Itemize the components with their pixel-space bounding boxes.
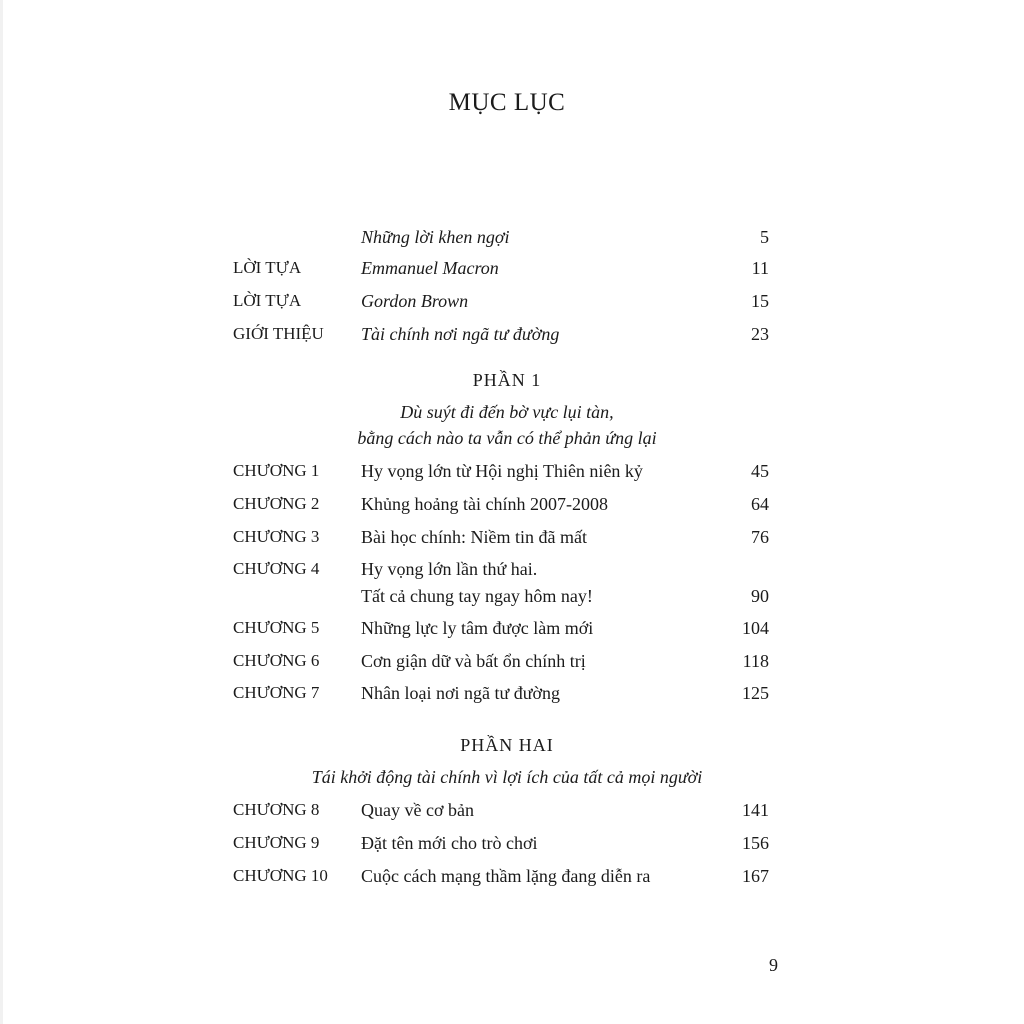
chapter-title: Bài học chính: Niềm tin đã mất (361, 527, 587, 547)
entry-title: Emmanuel Macron (361, 258, 499, 278)
toc-entry (0, 257, 1024, 279)
chapter-title: Tất cả chung tay ngay hôm nay! (361, 586, 593, 606)
chapter-page-number: 141 (742, 800, 769, 820)
entry-title: Những lời khen ngợi (361, 227, 510, 247)
chapter-page-number: 104 (742, 618, 769, 638)
entry-label: LỜI TỰA (233, 291, 302, 310)
chapter-page-number: 45 (751, 461, 769, 481)
toc-chapter (0, 832, 1024, 854)
chapter-label: CHƯƠNG 7 (233, 683, 320, 702)
entry-page-number: 11 (751, 258, 769, 278)
toc-entry (0, 226, 1024, 248)
chapter-title: Những lực ly tâm được làm mới (361, 618, 594, 638)
chapter-label: CHƯƠNG 6 (233, 651, 320, 670)
chapter-title: Hy vọng lớn từ Hội nghị Thiên niên kỷ (361, 461, 643, 481)
chapter-page-number: 125 (742, 683, 769, 703)
chapter-page-number: 156 (742, 833, 769, 853)
chapter-label: CHƯƠNG 3 (233, 527, 320, 546)
toc-chapter (0, 558, 1024, 580)
chapter-page-number: 90 (751, 586, 769, 606)
chapter-label: CHƯƠNG 10 (233, 866, 328, 885)
toc-chapter (0, 650, 1024, 672)
toc-chapter (0, 526, 1024, 548)
chapter-label: CHƯƠNG 8 (233, 800, 320, 819)
chapter-title: Cơn giận dữ và bất ổn chính trị (361, 651, 586, 671)
chapter-title: Hy vọng lớn lần thứ hai. (361, 559, 538, 579)
toc-chapter (0, 617, 1024, 639)
chapter-label: CHƯƠNG 5 (233, 618, 320, 637)
entry-label: GIỚI THIỆU (233, 324, 324, 343)
entry-page-number: 23 (751, 324, 769, 344)
entry-page-number: 15 (751, 291, 769, 311)
page-title: MỤC LỤC (448, 89, 566, 116)
toc-chapter (0, 460, 1024, 482)
chapter-page-number: 64 (751, 494, 769, 514)
chapter-label: CHƯƠNG 9 (233, 833, 320, 852)
chapter-title: Đặt tên mới cho trò chơi (361, 833, 538, 853)
chapter-label: CHƯƠNG 1 (233, 461, 320, 480)
toc-entry (0, 290, 1024, 312)
chapter-page-number: 76 (751, 527, 769, 547)
part-subtitle: Tái khởi động tài chính vì lợi ích của tất cả mọi người (311, 767, 703, 787)
toc-chapter (0, 799, 1024, 821)
entry-label: LỜI TỰA (233, 258, 302, 277)
chapter-page-number: 167 (742, 866, 769, 886)
page-number: 9 (769, 955, 778, 975)
entry-title: Tài chính nơi ngã tư đường (361, 324, 560, 344)
entry-page-number: 5 (760, 227, 769, 247)
entry-title: Gordon Brown (361, 291, 469, 311)
chapter-title: Cuộc cách mạng thầm lặng đang diễn ra (361, 866, 651, 886)
chapter-label: CHƯƠNG 4 (233, 559, 320, 578)
toc-chapter-continuation (0, 585, 1024, 607)
chapter-title: Quay về cơ bản (361, 800, 474, 820)
toc-chapter (0, 682, 1024, 704)
part-subtitle: Dù suýt đi đến bờ vực lụi tàn, (400, 402, 614, 422)
chapter-page-number: 118 (742, 651, 769, 671)
chapter-label: CHƯƠNG 2 (233, 494, 320, 513)
chapter-title: Nhân loại nơi ngã tư đường (361, 683, 561, 703)
toc-chapter (0, 865, 1024, 887)
part-heading: PHẦN 1 (472, 370, 542, 390)
part-subtitle: bằng cách nào ta vẫn có thể phản ứng lại (357, 428, 657, 448)
toc-entry (0, 323, 1024, 345)
part-heading: PHẦN HAI (460, 735, 554, 755)
chapter-title: Khủng hoảng tài chính 2007-2008 (361, 494, 608, 514)
toc-chapter (0, 493, 1024, 515)
